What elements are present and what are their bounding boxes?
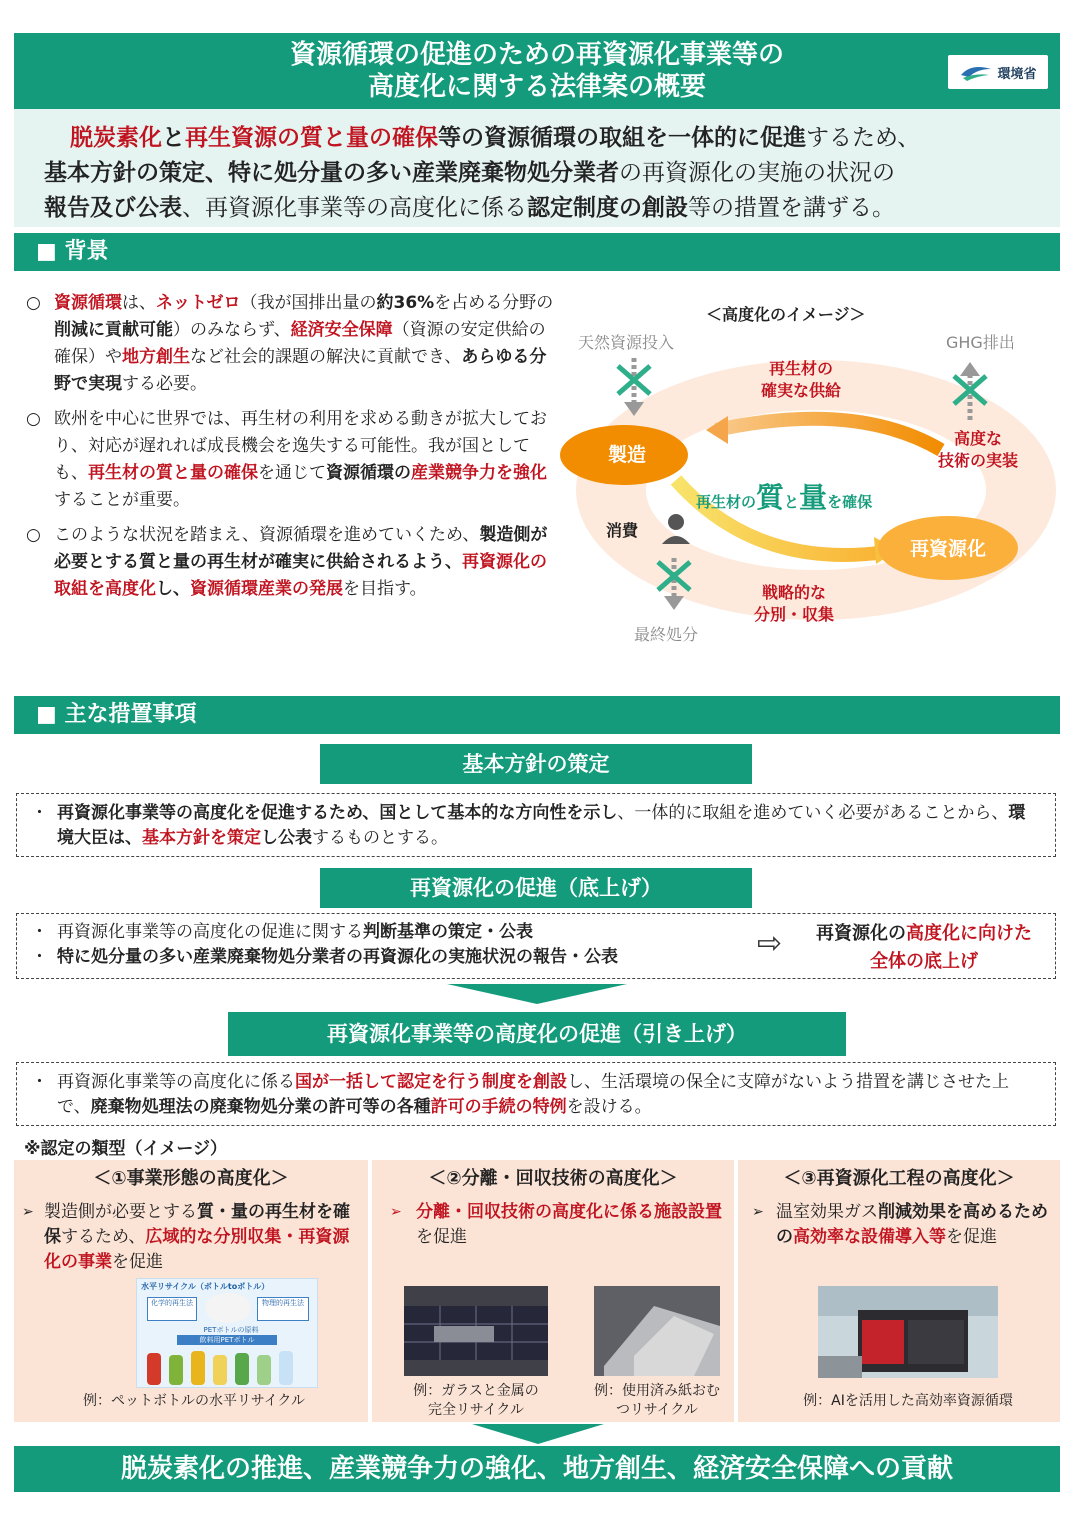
basic-policy-title: 基本方針の策定 xyxy=(320,744,752,784)
background-item-3: ○ このような状況を踏まえ、資源循環を進めていくため、製造側が必要とする質と量の再生材が確実に供給されるよう、再資源化の取組を高度化し、資源循環産業の発展を目指す。 xyxy=(26,525,548,599)
basic-policy-box xyxy=(16,793,1056,857)
background-p3-segment: 製造側が必要とする質と量の再生材が確実に供給されるよう、 xyxy=(54,525,548,572)
final-contribution-banner: 脱炭素化の推進、産業競争力の強化、地方創生、経済安全保障への貢献 xyxy=(14,1446,1060,1492)
background-p1-segment: （我が国排出量の xyxy=(240,293,377,313)
basic-policy-bullet: ・ 再資源化事業等の高度化を促進するため、国として基本的な方向性を示し、一体的に取組を進めていく必要があることから、環境大臣は、基本方針を策定し公表するものとする。 xyxy=(31,803,1026,848)
background-p3-segment: し、 xyxy=(156,579,190,599)
advancement-promotion-title: 再資源化事業等の高度化の促進（引き上げ） xyxy=(228,1012,846,1056)
background-p1-segment: は、 xyxy=(122,293,156,313)
diaper-caption: 例：使用済み紙おむ つリサイクル xyxy=(594,1383,720,1418)
baseline-bullet-2: ・ 特に処分量の多い産業廃棄物処分業者の再資源化の実施状況の報告・公表 xyxy=(31,947,618,967)
ai-recycling-caption: 例：AIを活用した高効率資源循環 xyxy=(803,1393,1013,1409)
pet-bottles-image xyxy=(141,1345,315,1387)
background-item-2: ○ 欧州を中心に世界では、再生材の利用を求める動きが拡大しており、対応が遅れれば成長機会を逸失する可能性。我が国としても、再生材の質と量の確保を通じて資源循環の産業競争力を強化することが重要。 xyxy=(26,409,547,510)
pet-recycling-image: 水平リサイクル（ボトルtoボトル） 化学的再生法 物理的再生法 PETボトルの原料 飲料用PETボトル xyxy=(136,1278,318,1388)
final-disposal-label: 最終処分 xyxy=(634,625,699,644)
down-arrow-1 xyxy=(447,984,627,1004)
background-p2-segment: 再生材の質と量の確保 xyxy=(88,463,258,483)
header-banner xyxy=(14,33,1060,109)
background-text-1 xyxy=(54,293,553,394)
background-text-3 xyxy=(54,525,547,599)
background-p2-segment: 産業競争力を強化 xyxy=(411,463,547,483)
advancement-promotion-box xyxy=(16,1062,1056,1126)
certification-types xyxy=(14,1160,1060,1422)
consumption-label: 消費 xyxy=(606,521,639,540)
natural-input-label: 天然資源投入 xyxy=(578,333,675,352)
center-quality-quantity: 再生材の質と量を確保 xyxy=(696,481,873,514)
pet-recycling-caption: 例：ペットボトルの水平リサイクル xyxy=(82,1393,306,1409)
result-arrow-icon: ⇨ xyxy=(757,926,783,961)
glass-metal-recycling-photo xyxy=(404,1286,548,1376)
measures-section-header: ■ 主な措置事項 xyxy=(14,696,1060,734)
background-p1-segment: ネットゼロ xyxy=(156,293,241,313)
background-p2-segment: を通じて xyxy=(258,463,326,483)
summary-line-2: 基本方針の策定、特に処分量の多い産業廃棄物処分業者の再資源化の実施の状況の xyxy=(44,160,895,186)
background-p1-segment: ）のみならず、 xyxy=(173,320,291,340)
promotion-baseline-box xyxy=(16,913,1056,979)
background-p1-segment: 削減に貢献可能 xyxy=(54,320,173,340)
background-p3-segment: 再資源化の取組を高度化 xyxy=(54,552,547,599)
background-item-1: ○ 資源循環は、ネットゼロ（我が国排出量の約36%を占める分野の削減に貢献可能）のみならず、経済安全保障（資源の安定供給の確保）や地方創生など社会的課題の解決に貢献でき、あらゆる分野で実現する必要。 xyxy=(26,293,554,394)
background-p1-segment: 約36% xyxy=(376,293,435,313)
background-p2-segment: 資源循環の xyxy=(326,463,411,483)
type-separation-technology: ＜②分離・回収技術の高度化＞ ➢ 分離・回収技術の高度化に係る施設設置を促進 例：ガラスと金属の 完全リサイクル 例：使用済み紙おむ つリサイクル xyxy=(372,1160,734,1422)
background-text-2 xyxy=(54,409,547,510)
advancement-diagram xyxy=(556,290,1056,670)
background-p1-segment: を占める分野の xyxy=(434,293,554,313)
baseline-result: 再資源化の高度化に向けた 全体の底上げ xyxy=(816,923,1032,972)
background-p1-segment: する必要。 xyxy=(122,374,207,394)
pet-flakes-image xyxy=(205,1293,251,1323)
tech-label: 高度な 技術の実装 xyxy=(938,429,1019,470)
promotion-baseline-title: 再資源化の促進（底上げ） xyxy=(320,868,752,908)
recycling-label: 再資源化 xyxy=(909,538,986,560)
down-arrow-2 xyxy=(472,1424,604,1444)
background-p3-segment: 資源循環産業の発展 xyxy=(190,579,343,599)
diaper-recycling-photo xyxy=(594,1286,720,1376)
background-p3-segment: を目指す。 xyxy=(343,579,427,599)
background-section-header: ■ 背景 xyxy=(14,233,1060,271)
background-p2-segment: 欧州を中心に世界では、再生材の利用を求める動きが拡大しており、対応が遅れれば成長機会を逸失する可能性。我が国としても、 xyxy=(54,409,547,483)
summary-line-3: 報告及び公表、再資源化事業等の高度化に係る認定制度の創設等の措置を講ずる。 xyxy=(44,195,895,221)
background-list xyxy=(26,290,556,611)
background-p3-segment: このような状況を踏まえ、資源循環を進めていくため、 xyxy=(54,525,480,545)
ministry-emblem-icon xyxy=(959,61,993,83)
advancement-bullet: ・ 再資源化事業等の高度化に係る国が一括して認定を行う制度を創設し、生活環境の保全に支障がないよう措置を講じさせた上で、廃棄物処理法の廃棄物処分業の許可等の各種許可の手続の特例を設ける。 xyxy=(31,1072,1009,1117)
supply-label: 再生材の 確実な供給 xyxy=(761,359,842,400)
sorting-label: 戦略的な 分別・収集 xyxy=(754,583,835,624)
summary-box xyxy=(14,109,1060,227)
ghg-label: GHG排出 xyxy=(946,333,1015,352)
baseline-bullet-1: ・ 再資源化事業等の高度化の促進に関する判断基準の策定・公表 xyxy=(31,922,533,942)
page-title: 資源循環の促進のための再資源化事業等の 高度化に関する法律案の概要 xyxy=(289,40,784,102)
certification-types-title: ※認定の類型（イメージ） xyxy=(24,1139,228,1159)
background-p1-segment: など社会的課題の解決に貢献でき、 xyxy=(190,347,462,367)
ministry-logo: 環境省 xyxy=(948,55,1048,89)
ai-recycling-photo xyxy=(818,1286,998,1378)
background-p1-segment: （資源の安定供給の確保）や xyxy=(54,320,546,367)
diagram-title: ＜高度化のイメージ＞ xyxy=(706,305,866,324)
glass-metal-caption: 例：ガラスと金属の 完全リサイクル xyxy=(413,1383,539,1418)
background-p1-segment: 資源循環 xyxy=(54,293,122,313)
manufacturing-label: 製造 xyxy=(607,444,646,466)
background-p2-segment: することが重要。 xyxy=(54,490,190,510)
background-p1-segment: 経済安全保障 xyxy=(290,320,393,340)
background-p1-segment: あらゆる分野で実現 xyxy=(54,347,547,394)
type-business-form: ＜①事業形態の高度化＞ ➢ 製造側が必要とする質・量の再生材を確保するため、広域的な分別収集・再資源化の事業を促進 水平リサイクル（ボトルtoボトル） 化学的再生法 物理的再生法 PETボトルの原料 飲料用PETボトル 例：ペットボトルの水平リサイクル xyxy=(14,1160,368,1422)
summary-line-1: 脱炭素化と再生資源の質と量の確保等の資源循環の取組を一体的に促進するため、 xyxy=(70,125,921,151)
type-recycling-process: ＜③再資源化工程の高度化＞ ➢ 温室効果ガス削減効果を高めるための高効率な設備導入等を促進 例：AIを活用した高効率資源循環 xyxy=(738,1160,1060,1422)
background-p1-segment: 地方創生 xyxy=(122,347,190,367)
